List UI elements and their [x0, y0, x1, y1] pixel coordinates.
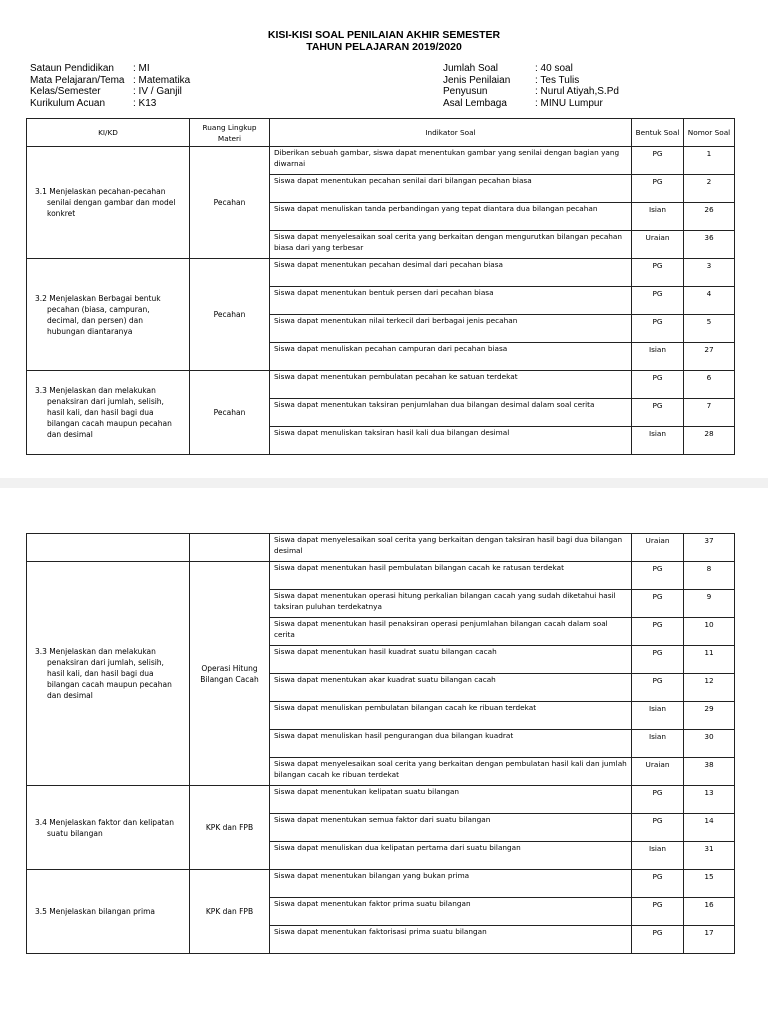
indikator-cell: Siswa dapat menentukan faktorisasi prima suatu bilangan: [270, 926, 632, 954]
meta-value: : IV / Ganjil: [133, 86, 182, 97]
indikator-cell: Siswa dapat menentukan bilangan yang bukan prima: [270, 870, 632, 898]
meta-key: Jumlah Soal: [443, 63, 499, 74]
materi-cell: Pecahan: [190, 371, 270, 455]
bentuk-soal-cell: PG: [632, 786, 684, 814]
indikator-cell: Siswa dapat menentukan operasi hitung perkalian bilangan cacah yang sudah diketahui hasil taksiran puluhan terdekatnya: [270, 590, 632, 618]
nomor-soal-cell: 6: [684, 371, 735, 399]
document-page-2: [0, 488, 768, 1024]
kd-cell: [27, 562, 190, 786]
table-row: [27, 259, 735, 287]
materi-cell: Operasi Hitung Bilangan Cacah: [190, 562, 270, 786]
indikator-cell: Siswa dapat menentukan pembulatan pecahan ke satuan terdekat: [270, 371, 632, 399]
nomor-soal-cell: 8: [684, 562, 735, 590]
nomor-soal-cell: 38: [684, 758, 735, 786]
bentuk-soal-cell: PG: [632, 175, 684, 203]
nomor-soal-cell: 28: [684, 427, 735, 455]
header-nomor-soal: Nomor Soal: [684, 119, 735, 147]
indikator-cell: Siswa dapat menentukan taksiran penjumlahan dua bilangan desimal dalam soal cerita: [270, 399, 632, 427]
indikator-cell: Siswa dapat menuliskan dua kelipatan pertama dari suatu bilangan: [270, 842, 632, 870]
meta-row: [443, 75, 619, 87]
meta-value: : 40 soal: [535, 63, 573, 74]
kd-cell: [27, 786, 190, 870]
table-header-row: [27, 119, 735, 147]
bentuk-soal-cell: PG: [632, 814, 684, 842]
kd-text: 3.2 Menjelaskan Berbagai bentuk pecahan (biasa, campuran, decimal, dan persen) dan hubungan diantaranya: [35, 293, 161, 336]
indikator-cell: Siswa dapat menuliskan pembulatan bilangan cacah ke ribuan terdekat: [270, 702, 632, 730]
indikator-cell: Siswa dapat menentukan pecahan desimal dari pecahan biasa: [270, 259, 632, 287]
indikator-cell: Siswa dapat menentukan hasil pembulatan bilangan cacah ke ratusan terdekat: [270, 562, 632, 590]
bentuk-soal-cell: Uraian: [632, 534, 684, 562]
nomor-soal-cell: 15: [684, 870, 735, 898]
bentuk-soal-cell: Isian: [632, 702, 684, 730]
meta-key: Kurikulum Acuan: [30, 97, 106, 109]
nomor-soal-cell: 7: [684, 399, 735, 427]
nomor-soal-cell: 13: [684, 786, 735, 814]
bentuk-soal-cell: Isian: [632, 203, 684, 231]
bentuk-soal-cell: PG: [632, 926, 684, 954]
nomor-soal-cell: 16: [684, 898, 735, 926]
document-page-1: [0, 0, 768, 478]
materi-cell: KPK dan FPB: [190, 870, 270, 954]
meta-key: Sataun Pendidikan: [30, 63, 114, 74]
table-row: [27, 371, 735, 399]
nomor-soal-cell: 14: [684, 814, 735, 842]
nomor-soal-cell: 11: [684, 646, 735, 674]
kisi-kisi-table-page2: [26, 533, 735, 954]
meta-value: : Tes Tulis: [535, 74, 580, 86]
kd-cell: [27, 534, 190, 562]
indikator-cell: Siswa dapat menentukan hasil penaksiran operasi penjumlahan bilangan cacah dalam soal cerita: [270, 618, 632, 646]
meta-left: [30, 63, 190, 109]
header-kikd: KI/KD: [27, 119, 190, 147]
meta-value: : MINU Lumpur: [535, 97, 603, 109]
indikator-cell: Siswa dapat menyelesaikan soal cerita yang berkaitan dengan taksiran hasil bagi dua bilangan desimal: [270, 534, 632, 562]
nomor-soal-cell: 27: [684, 343, 735, 371]
meta-right: [443, 63, 619, 109]
meta-value: : MI: [133, 63, 150, 74]
indikator-cell: Diberikan sebuah gambar, siswa dapat menentukan gambar yang senilai dengan bagian yang diwarnai: [270, 147, 632, 175]
bentuk-soal-cell: PG: [632, 898, 684, 926]
bentuk-soal-cell: PG: [632, 590, 684, 618]
nomor-soal-cell: 10: [684, 618, 735, 646]
nomor-soal-cell: 31: [684, 842, 735, 870]
document-subtitle: TAHUN PELAJARAN 2019/2020: [306, 41, 462, 53]
meta-value: : Matematika: [133, 74, 191, 86]
table-row: [27, 786, 735, 814]
kisi-kisi-table-page1: [26, 118, 735, 455]
materi-cell: KPK dan FPB: [190, 786, 270, 870]
nomor-soal-cell: 30: [684, 730, 735, 758]
kd-text: 3.3 Menjelaskan dan melakukan penaksiran dari jumlah, selisih, hasil kali, dan hasil bagi dua bilangan cacah maupun pecahan dan desimal: [35, 386, 172, 439]
bentuk-soal-cell: PG: [632, 287, 684, 315]
meta-row: [443, 98, 619, 110]
nomor-soal-cell: 1: [684, 147, 735, 175]
meta-row: [30, 86, 190, 98]
meta-row: [30, 75, 190, 87]
header-indikator: Indikator Soal: [270, 119, 632, 147]
bentuk-soal-cell: PG: [632, 618, 684, 646]
meta-row: [443, 86, 619, 98]
kd-text: 3.3 Menjelaskan dan melakukan penaksiran dari jumlah, selisih, hasil kali, dan hasil bagi dua bilangan cacah maupun pecahan dan desimal: [35, 647, 172, 700]
meta-key: Asal Lembaga: [443, 97, 507, 109]
nomor-soal-cell: 36: [684, 231, 735, 259]
bentuk-soal-cell: PG: [632, 674, 684, 702]
bentuk-soal-cell: Uraian: [632, 231, 684, 259]
nomor-soal-cell: 3: [684, 259, 735, 287]
nomor-soal-cell: 4: [684, 287, 735, 315]
bentuk-soal-cell: Isian: [632, 343, 684, 371]
materi-cell: Pecahan: [190, 147, 270, 259]
bentuk-soal-cell: PG: [632, 870, 684, 898]
indikator-cell: Siswa dapat menentukan faktor prima suatu bilangan: [270, 898, 632, 926]
indikator-cell: Siswa dapat menentukan nilai terkecil dari berbagai jenis pecahan: [270, 315, 632, 343]
bentuk-soal-cell: PG: [632, 399, 684, 427]
nomor-soal-cell: 12: [684, 674, 735, 702]
nomor-soal-cell: 17: [684, 926, 735, 954]
kd-text: 3.1 Menjelaskan pecahan-pecahan senilai dengan gambar dan model konkret: [35, 187, 176, 218]
bentuk-soal-cell: PG: [632, 646, 684, 674]
kd-cell: [27, 371, 190, 455]
table-row: [27, 870, 735, 898]
materi-cell: [190, 534, 270, 562]
bentuk-soal-cell: PG: [632, 259, 684, 287]
bentuk-soal-cell: Isian: [632, 427, 684, 455]
materi-cell: Pecahan: [190, 259, 270, 371]
bentuk-soal-cell: PG: [632, 315, 684, 343]
table-row: [27, 562, 735, 590]
nomor-soal-cell: 9: [684, 590, 735, 618]
indikator-cell: Siswa dapat menuliskan pecahan campuran dari pecahan biasa: [270, 343, 632, 371]
bentuk-soal-cell: Isian: [632, 730, 684, 758]
kd-text: 3.4 Menjelaskan faktor dan kelipatan suatu bilangan: [35, 817, 174, 838]
indikator-cell: Siswa dapat menentukan akar kuadrat suatu bilangan cacah: [270, 674, 632, 702]
meta-row: [443, 63, 619, 75]
kd-cell: [27, 870, 190, 954]
table-row: [27, 534, 735, 562]
kd-cell: [27, 259, 190, 371]
nomor-soal-cell: 26: [684, 203, 735, 231]
bentuk-soal-cell: PG: [632, 147, 684, 175]
meta-key: Jenis Penilaian: [443, 74, 511, 86]
indikator-cell: Siswa dapat menentukan kelipatan suatu bilangan: [270, 786, 632, 814]
nomor-soal-cell: 5: [684, 315, 735, 343]
nomor-soal-cell: 29: [684, 702, 735, 730]
header-ruang-lingkup: Ruang Lingkup Materi: [190, 119, 270, 147]
indikator-cell: Siswa dapat menuliskan hasil pengurangan dua bilangan kuadrat: [270, 730, 632, 758]
indikator-cell: Siswa dapat menyelesaikan soal cerita yang berkaitan dengan mengurutkan bilangan pecahan biasa dari yang terbesar: [270, 231, 632, 259]
kd-cell: [27, 147, 190, 259]
indikator-cell: Siswa dapat menentukan semua faktor dari suatu bilangan: [270, 814, 632, 842]
document-title: KISI-KISI SOAL PENILAIAN AKHIR SEMESTER: [267, 29, 501, 41]
indikator-cell: Siswa dapat menentukan hasil kuadrat suatu bilangan cacah: [270, 646, 632, 674]
bentuk-soal-cell: Isian: [632, 842, 684, 870]
meta-key: Kelas/Semester: [30, 86, 101, 97]
meta-value: : K13: [133, 97, 157, 109]
bentuk-soal-cell: PG: [632, 562, 684, 590]
nomor-soal-cell: 2: [684, 175, 735, 203]
bentuk-soal-cell: PG: [632, 371, 684, 399]
header-bentuk-soal: Bentuk Soal: [632, 119, 684, 147]
indikator-cell: Siswa dapat menentukan bentuk persen dari pecahan biasa: [270, 287, 632, 315]
indikator-cell: Siswa dapat menuliskan tanda perbandingan yang tepat diantara dua bilangan pecahan: [270, 203, 632, 231]
indikator-cell: Siswa dapat menuliskan taksiran hasil kali dua bilangan desimal: [270, 427, 632, 455]
nomor-soal-cell: 37: [684, 534, 735, 562]
meta-key: Mata Pelajaran/Tema: [30, 74, 125, 86]
bentuk-soal-cell: Uraian: [632, 758, 684, 786]
table-row: [27, 147, 735, 175]
meta-key: Penyusun: [443, 86, 488, 97]
indikator-cell: Siswa dapat menyelesaikan soal cerita yang berkaitan dengan pembulatan hasil kali dan jumlah bilangan cacah ke ribuan terdekat: [270, 758, 632, 786]
meta-row: [30, 98, 190, 110]
indikator-cell: Siswa dapat menentukan pecahan senilai dari bilangan pecahan biasa: [270, 175, 632, 203]
meta-row: [30, 63, 190, 75]
meta-value: : Nurul Atiyah,S.Pd: [535, 86, 619, 97]
kd-text: 3.5 Menjelaskan bilangan prima: [35, 907, 155, 916]
